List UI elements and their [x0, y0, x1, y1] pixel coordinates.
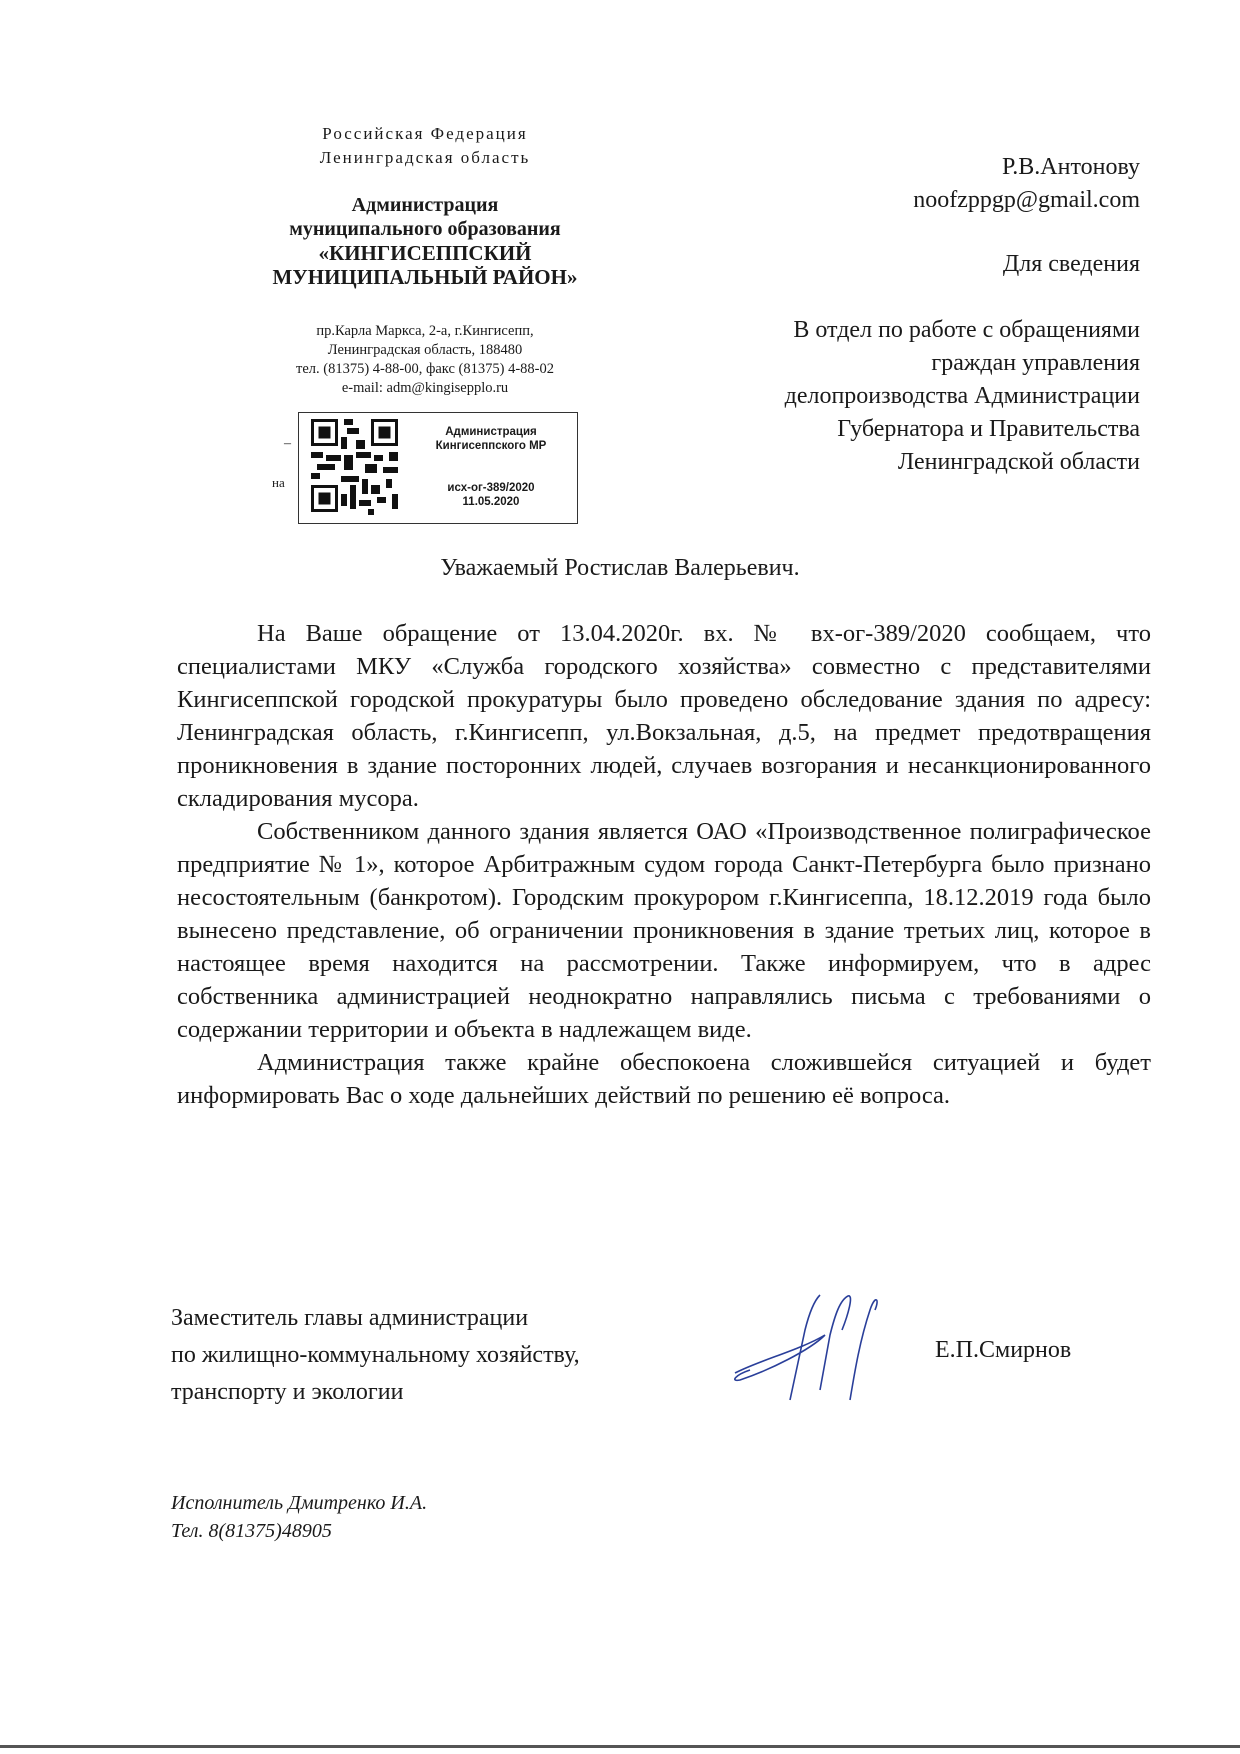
info-label: Для сведения	[1002, 251, 1140, 277]
phone-line: тел. (81375) 4-88-00, факс (81375) 4-88-02	[296, 361, 554, 377]
org-line: «КИНГИСЕППСКИЙ	[318, 241, 532, 265]
qr-code-icon	[311, 419, 401, 515]
position-line: Заместитель главы администрации	[171, 1305, 529, 1331]
executor	[171, 1489, 427, 1545]
email-line: e-mail: adm@kingisepplo.ru	[341, 380, 509, 396]
recipient-department	[785, 314, 1140, 479]
org-line: Администрация	[351, 194, 499, 216]
scan-edge-line	[0, 1745, 1240, 1748]
dept-line: Губернатора и Правительства	[837, 416, 1140, 442]
letterhead-address	[230, 322, 620, 398]
registration-stamp	[298, 412, 578, 524]
position-line: по жилищно-коммунальному хозяйству,	[171, 1342, 580, 1368]
country-text: Российская Федерация	[322, 124, 528, 143]
stamp-number	[411, 481, 571, 509]
dept-line: В отдел по работе с обращениями	[793, 317, 1140, 343]
stamp-org-line: Кингисеппского МР	[435, 440, 547, 452]
address-line: Ленинградская область, 188480	[327, 342, 523, 358]
position-line: транспорту и экологии	[171, 1379, 404, 1405]
signatory-position	[171, 1300, 580, 1411]
greeting: Уважаемый Ростислав Валерьевич.	[440, 555, 800, 581]
executor-name: Исполнитель Дмитренко И.А.	[171, 1492, 428, 1514]
region-text: Ленинградская область	[319, 148, 531, 167]
org-line: МУНИЦИПАЛЬНЫЙ РАЙОН»	[272, 265, 578, 289]
executor-phone: Тел. 8(81375)48905	[171, 1520, 332, 1542]
stamp-org	[411, 425, 571, 453]
org-line: муниципального образования	[289, 218, 561, 240]
recipient-name: Р.В.Антонову	[1001, 154, 1140, 180]
outgoing-number: исх-ог-389/2020	[447, 482, 535, 494]
recipient-email: noofzppgp@gmail.com	[913, 187, 1140, 213]
stamp-na: на	[272, 475, 285, 490]
address-line: пр.Карла Маркса, 2-а, г.Кингисепп,	[316, 323, 534, 339]
paragraph: На Ваше обращение от 13.04.2020г. вх. № вх-ог-389/2020 сообщаем, что специалистами МКУ «Служба городского хозяйства» совместно с представителями Кингисеппской городской прокуратуры было проведено обследование здания по адресу: Ленинградская область, г.Кингисепп, ул.Вокзальная, д.5, на предмет предотвращения проникновения в здание посторонних людей, случаев возгорания и несанкционированного складирования мусора.	[177, 620, 1151, 812]
recipient	[913, 151, 1140, 217]
letter-body	[177, 617, 1151, 1112]
dept-line: Ленинградской области	[897, 449, 1140, 475]
letterhead-country	[230, 122, 620, 170]
signatory-name: Е.П.Смирнов	[935, 1337, 1072, 1363]
stamp-dash: –	[284, 436, 291, 451]
outgoing-date: 11.05.2020	[462, 496, 520, 508]
dept-line: делопроизводства Администрации	[784, 383, 1140, 409]
dept-line: граждан управления	[931, 350, 1140, 376]
paragraph: Администрация также крайне обеспокоена сложившейся ситуацией и будет информировать Вас о ходе дальнейших действий по решению её вопроса.	[177, 1049, 1151, 1109]
stamp-org-line: Администрация	[445, 426, 537, 438]
paragraph: Собственником данного здания является ОАО «Производственное полиграфическое предприятие № 1», которое Арбитражным судом города Санкт-Петербурга было признано несостоятельным (банкротом). Городским прокурором г.Кингисеппа, 18.12.2019 года было вынесено представление, об ограничении проникновения в здание третьих лиц, которое в настоящее время находится на рассмотрении. Также информируем, что в адрес собственника администрацией неоднократно направлялись письма с требованиями о содержании территории и объекта в надлежащем виде.	[177, 818, 1151, 1043]
letterhead-org	[230, 193, 620, 289]
handwritten-signature	[730, 1290, 890, 1410]
